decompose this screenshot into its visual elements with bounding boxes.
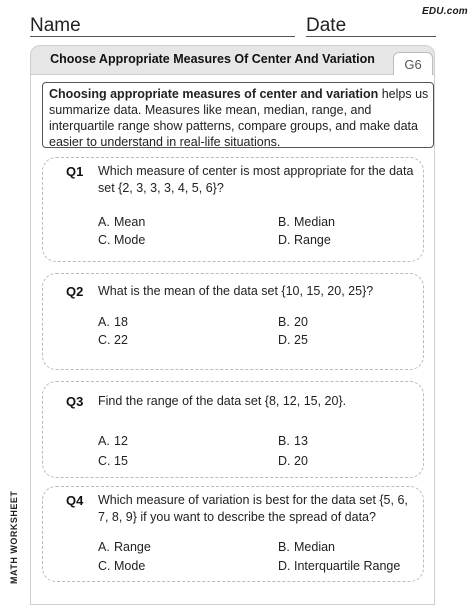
question-card — [42, 381, 424, 478]
name-label: Name — [30, 15, 81, 36]
option-b[interactable] — [278, 215, 335, 229]
question-number: Q1 — [66, 164, 84, 179]
option-text: 20 — [294, 454, 308, 468]
option-text: 18 — [114, 315, 128, 329]
title-bar — [30, 45, 435, 75]
option-text: 13 — [294, 434, 308, 448]
date-line — [306, 36, 436, 37]
edu-logo: EDU.com — [422, 6, 468, 17]
option-b[interactable] — [278, 540, 335, 554]
option-text: Interquartile Range — [294, 559, 401, 573]
option-letter: A. — [98, 434, 110, 448]
question-number: Q4 — [66, 493, 84, 508]
grade-badge: G6 — [393, 52, 433, 75]
date-label: Date — [306, 15, 347, 36]
option-b[interactable] — [278, 434, 308, 448]
question-text: Which measure of center is most appropriate for the data set {2, 3, 3, 3, 4, 5, 6}? — [98, 164, 414, 195]
option-letter: A. — [98, 540, 110, 554]
option-c[interactable] — [98, 454, 128, 468]
option-d[interactable] — [278, 559, 400, 573]
option-d[interactable] — [278, 454, 308, 468]
option-text: Mode — [114, 233, 146, 247]
question-number: Q3 — [66, 394, 84, 409]
option-letter: C. — [98, 233, 111, 247]
intro-box — [42, 82, 434, 148]
option-text: Mode — [114, 559, 146, 573]
option-letter: D. — [278, 559, 291, 573]
worksheet-title: Choose Appropriate Measures Of Center And Variation — [50, 52, 375, 66]
option-text: Range — [294, 233, 331, 247]
intro-text: helps us summarize data. Measures like mean, median, range, and interquartile range show patterns, compare groups, and make data easier to understand in real-life situations. — [49, 87, 429, 149]
option-a[interactable] — [98, 540, 151, 554]
side-label: MATH WORKSHEET — [9, 490, 19, 584]
option-text: 12 — [114, 434, 128, 448]
question-text: Which measure of variation is best for the data set {5, 6, 7, 8, 9} if you want to describe the spread of data? — [98, 493, 408, 524]
question-card — [42, 273, 424, 370]
option-letter: D. — [278, 233, 291, 247]
name-line — [30, 36, 295, 37]
intro-bold-text: Choosing appropriate measures of center and variation — [49, 87, 379, 101]
option-c[interactable] — [98, 333, 128, 347]
option-text: 25 — [294, 333, 308, 347]
option-letter: B. — [278, 215, 290, 229]
option-text: 15 — [114, 454, 128, 468]
option-b[interactable] — [278, 315, 308, 329]
option-letter: D. — [278, 333, 291, 347]
option-letter: A. — [98, 315, 110, 329]
option-d[interactable] — [278, 233, 331, 247]
option-a[interactable] — [98, 315, 128, 329]
option-c[interactable] — [98, 233, 145, 247]
option-a[interactable] — [98, 215, 145, 229]
option-text: Median — [294, 540, 335, 554]
question-card — [42, 486, 424, 582]
option-letter: B. — [278, 315, 290, 329]
option-letter: A. — [98, 215, 110, 229]
option-text: 20 — [294, 315, 308, 329]
question-text: What is the mean of the data set {10, 15, 20, 25}? — [98, 284, 374, 298]
option-letter: D. — [278, 454, 291, 468]
option-a[interactable] — [98, 434, 128, 448]
option-letter: B. — [278, 540, 290, 554]
option-letter: C. — [98, 454, 111, 468]
option-letter: B. — [278, 434, 290, 448]
option-text: 22 — [114, 333, 128, 347]
question-number: Q2 — [66, 284, 84, 299]
question-card — [42, 157, 424, 262]
option-d[interactable] — [278, 333, 308, 347]
option-letter: C. — [98, 333, 111, 347]
option-letter: C. — [98, 559, 111, 573]
question-text: Find the range of the data set {8, 12, 15, 20}. — [98, 394, 347, 408]
option-c[interactable] — [98, 559, 145, 573]
option-text: Median — [294, 215, 335, 229]
option-text: Mean — [114, 215, 146, 229]
option-text: Range — [114, 540, 151, 554]
